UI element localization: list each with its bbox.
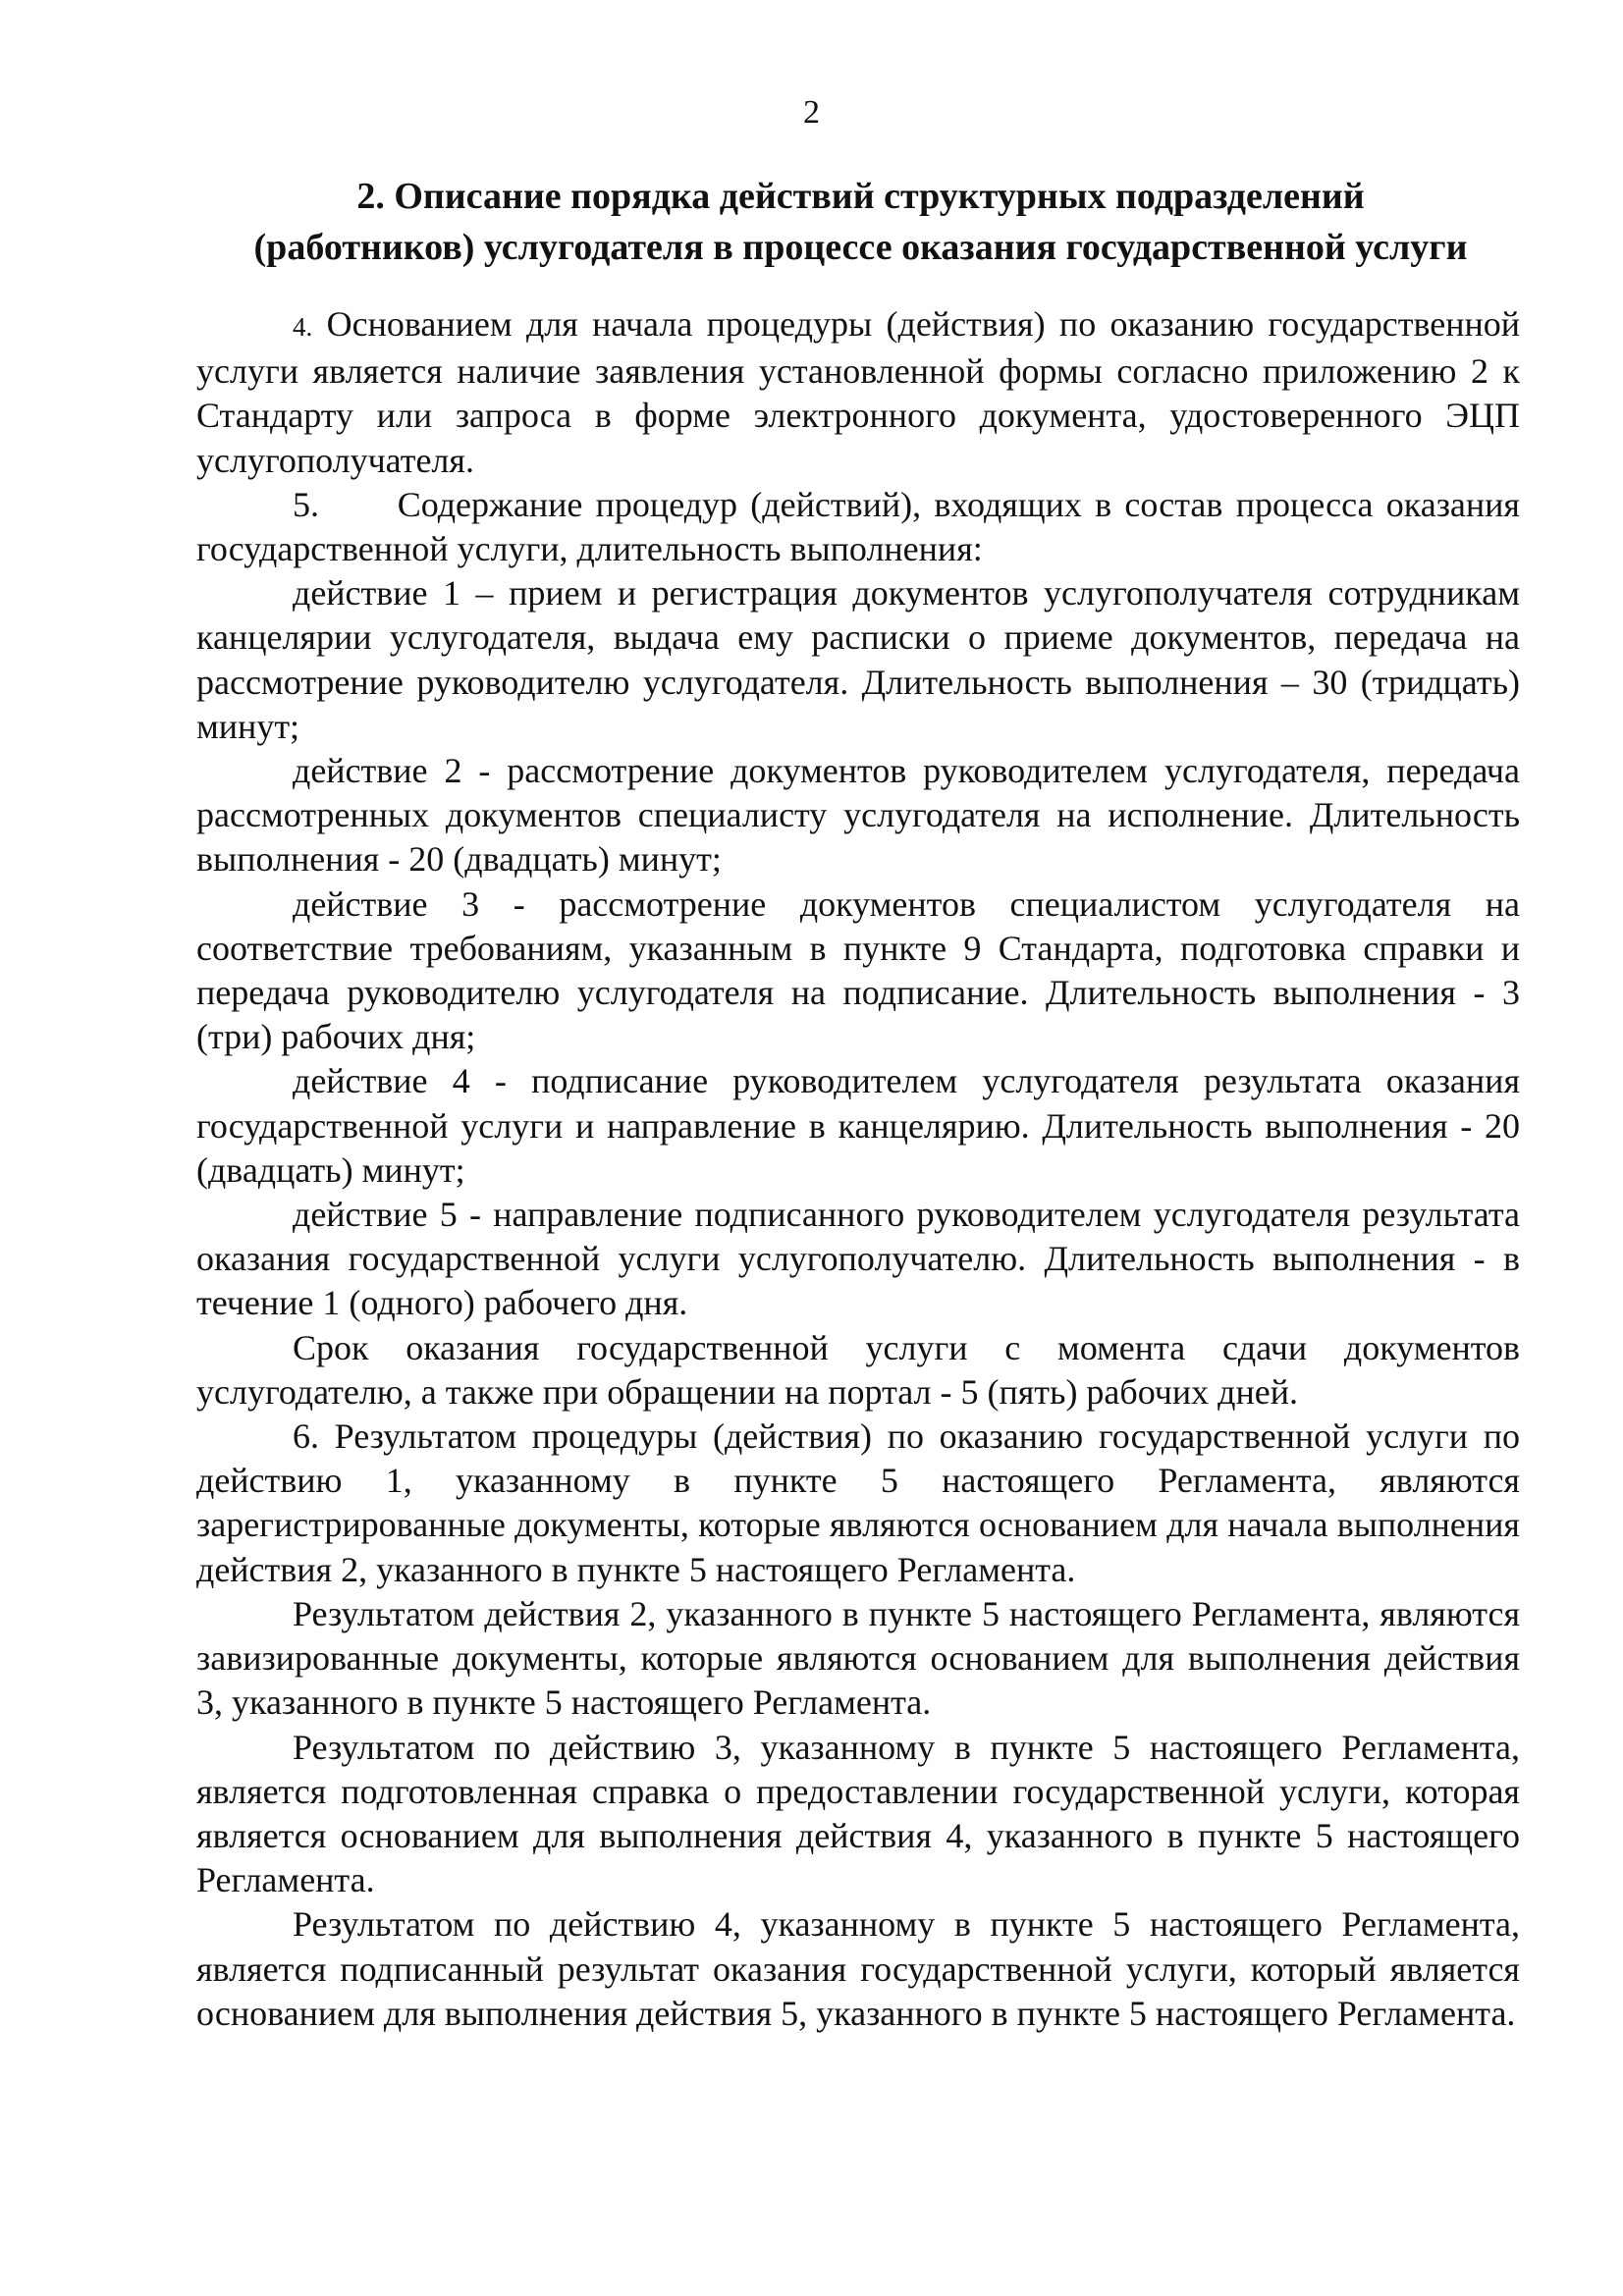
section-title-line-2: (работников) услугодателя в процессе оказания государственной услуги <box>253 227 1468 268</box>
paragraph-number: 4. <box>293 312 313 342</box>
section-title-line-1: 2. Описание порядка действий структурных подразделений <box>356 176 1365 217</box>
paragraph-result-action-3: Результатом по действию 3, указанному в пункте 5 настоящего Регламента, является подготовленная справка о предоставлении государственной услуги, которая является основанием для выполнения действия 4, указанного в пункте 5 настоящего Регламента. <box>196 1727 1520 1900</box>
paragraph-text: Основанием для начала процедуры (действия) по оказанию государственной услуги является наличие заявления установленной формы согласно приложению 2 к Стандарту или запроса в форме электронного документа, удостоверенного ЭЦП услугополучателя. <box>196 304 1520 480</box>
section-title <box>196 171 1525 273</box>
paragraph-4 <box>196 302 1520 483</box>
paragraph-action-2: действие 2 - рассмотрение документов руководителем услугодателя, передача рассмотренных документов специалисту услугодателя на исполнение. Длительность выполнения - 20 (двадцать) минут; <box>196 751 1520 880</box>
paragraph-5: 5. Содержание процедур (действий), входящих в состав процесса оказания государственной услуги, длительность выполнения: <box>196 484 1520 569</box>
paragraph-action-4: действие 4 - подписание руководителем услугодателя результата оказания государственной услуги и направление в канцелярию. Длительность выполнения - 20 (двадцать) минут; <box>196 1061 1520 1190</box>
paragraph-result-action-2: Результатом действия 2, указанного в пункте 5 настоящего Регламента, являются завизированные документы, которые являются основанием для выполнения действия 3, указанного в пункте 5 настоящего Регламента. <box>196 1593 1520 1723</box>
page-number: 2 <box>803 94 820 131</box>
paragraph-action-1: действие 1 – прием и регистрация документов услугополучателя сотрудникам канцелярии услугодателя, выдача ему расписки о приеме документов, передача на рассмотрение руководителю услугодателя. Длительность выполнения – 30 (тридцать) минут; <box>196 573 1520 746</box>
paragraph-result-action-4: Результатом по действию 4, указанному в пункте 5 настоящего Регламента, является подписанный результат оказания государственной услуги, который является основанием для выполнения действия 5, указанного в пункте 5 настоящего Регламента. <box>196 1904 1520 2033</box>
paragraph-action-3: действие 3 - рассмотрение документов специалистом услугодателя на соответствие требованиям, указанным в пункте 9 Стандарта, подготовка справки и передача руководителю услугодателя на подписание. Длительность выполнения - 3 (три) рабочих дня; <box>196 883 1520 1057</box>
paragraph-action-5: действие 5 - направление подписанного руководителем услугодателя результата оказания государственной услуги услугополучателю. Длительность выполнения - в течение 1 (одного) рабочего дня. <box>196 1195 1520 1323</box>
document-body <box>196 302 1520 2036</box>
paragraph-6: 6. Результатом процедуры (действия) по оказанию государственной услуги по действию 1, указанному в пункте 5 настоящего Регламента, являются зарегистрированные документы, которые являются основанием для начала выполнения действия 2, указанного в пункте 5 настоящего Регламента. <box>196 1416 1520 1589</box>
paragraph-service-term: Срок оказания государственной услуги с момента сдачи документов услугодателю, а также при обращении на портал - 5 (пять) рабочих дней. <box>196 1327 1520 1412</box>
